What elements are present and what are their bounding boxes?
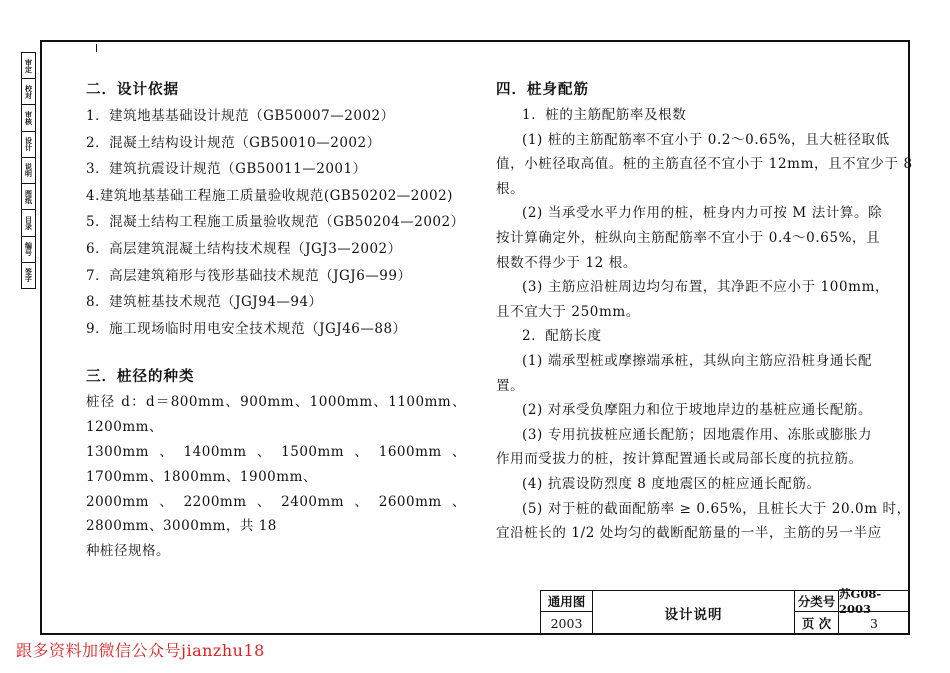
pile-diameter-text — [86, 390, 466, 564]
reinforcement-line: 宜沿桩长的 1/2 处均匀的截断配筋量的一半，主筋的另一半应 — [496, 525, 882, 542]
standard-item: 7．高层建筑箱形与筏形基础技术规范（JGJ6—99） — [86, 267, 412, 284]
reinforcement-line: 置。 — [496, 377, 525, 394]
section-heading-pile-diameters: 三．桩径的种类 — [86, 368, 195, 386]
section-heading-reinforcement: 四．桩身配筋 — [496, 81, 589, 98]
general-drawing-label: 通用图 — [541, 591, 593, 612]
standard-item: 3．建筑抗震设计规范（GB50011—2001） — [86, 161, 367, 178]
standard-item: 2．混凝土结构设计规范（GB50010—2002） — [86, 134, 381, 151]
left-column — [86, 77, 466, 564]
paragraph-line: 桩径 d：d＝800mm、900mm、1000mm、1100mm、1200mm、 — [86, 394, 466, 436]
reinforcement-line: (4) 抗震设防烈度 8 度地震区的桩应通长配筋。 — [522, 475, 821, 492]
reinforcement-line: 根数不得少于 12 根。 — [496, 254, 637, 271]
reinforcement-line: (3) 主筋应沿桩周边均匀布置，其净距不应小于 100mm， — [522, 279, 890, 296]
standard-item: 5．混凝土结构工程施工质量验收规范（GB50204—2002） — [86, 214, 465, 231]
reinforcement-line: 且不宜大于 250mm。 — [496, 303, 640, 320]
strip-cell: 图纸 — [22, 184, 35, 210]
signature-strip — [21, 52, 36, 289]
strip-cell: 编号 — [22, 237, 35, 263]
standard-item: 6．高层建筑混凝土结构技术规程（JGJ3—2002） — [86, 240, 402, 257]
strip-cell: 校对 — [22, 79, 35, 105]
page-number: 3 — [870, 615, 878, 631]
reinforcement-line: (3) 专用抗拔桩应通长配筋；因地震作用、冻胀或膨胀力 — [522, 426, 873, 443]
paragraph-line: 2000mm、2200mm、2400mm、2600mm、2800mm、3000mm，共 18 — [86, 493, 466, 535]
right-column — [496, 77, 913, 546]
reinforcement-line: 值，小桩径取高值。桩的主筋直径不宜小于 12mm，且不宜少于 8 — [496, 156, 913, 173]
reinforcement-line: 2．配筋长度 — [522, 328, 602, 345]
strip-cell: 签字 — [24, 268, 34, 283]
strip-cell: 审定 — [22, 53, 35, 79]
paragraph-line: 种桩径规格。 — [86, 543, 170, 560]
strip-cell: 目录 — [22, 210, 35, 236]
reinforcement-line: (2) 对承受负摩阻力和位于坡地岸边的基桩应通长配筋。 — [522, 402, 873, 419]
reinforcement-line: 作用而受拔力的桩，按计算配置通长或局部长度的抗拉筋。 — [496, 451, 863, 468]
standard-item: 1．建筑地基基础设计规范（GB50007—2002） — [86, 108, 395, 124]
page-label: 页 次 — [795, 612, 839, 634]
category-label: 分类号 — [795, 591, 839, 612]
strip-cell: 设计 — [22, 132, 35, 158]
reinforcement-line: 根。 — [496, 180, 525, 197]
drawing-title: 设计说明 — [593, 591, 795, 634]
standard-item: 8．建筑桩基技术规范（JGJ94—94） — [86, 294, 323, 311]
watermark-text: 跟多资料加微信公众号jianzhu18 — [16, 641, 265, 660]
reinforcement-line: 按计算确定外，桩纵向主筋配筋率不宜小于 0.4～0.65%，且 — [496, 229, 881, 246]
frame-tick-mark — [96, 44, 97, 52]
standard-item: 4.建筑地基基础工程施工质量验收规范(GB50202—2002) — [86, 187, 453, 204]
reinforcement-line: (5) 对于桩的截面配筋率 ≥ 0.65%，且桩长大于 20.0m 时， — [522, 500, 911, 517]
section-heading-design-basis: 二．设计依据 — [86, 81, 179, 98]
reinforcement-line: (1) 桩的主筋配筋率不宜小于 0.2～0.65%，且大桩径取低 — [522, 131, 890, 148]
paragraph-line: 1300mm、1400mm、1500mm、1600mm、1700mm、1800mm、1900mm、 — [86, 443, 466, 485]
atlas-code: 苏G08-2003 — [839, 591, 909, 612]
reinforcement-line: (2) 当承受水平力作用的桩，桩身内力可按 M 法计算。除 — [522, 205, 883, 222]
reinforcement-line: (1) 端承型桩或摩擦端承桩，其纵向主筋应沿桩身通长配 — [522, 352, 873, 369]
strip-cell: 审核 — [22, 105, 35, 131]
year-value: 2003 — [541, 612, 593, 634]
reinforcement-line: 1．桩的主筋配筋率及根数 — [522, 107, 687, 123]
strip-cell: 说明 — [22, 158, 35, 184]
title-block — [540, 587, 910, 635]
standard-item: 9．施工现场临时用电安全技术规范（JGJ46—88） — [86, 320, 407, 337]
